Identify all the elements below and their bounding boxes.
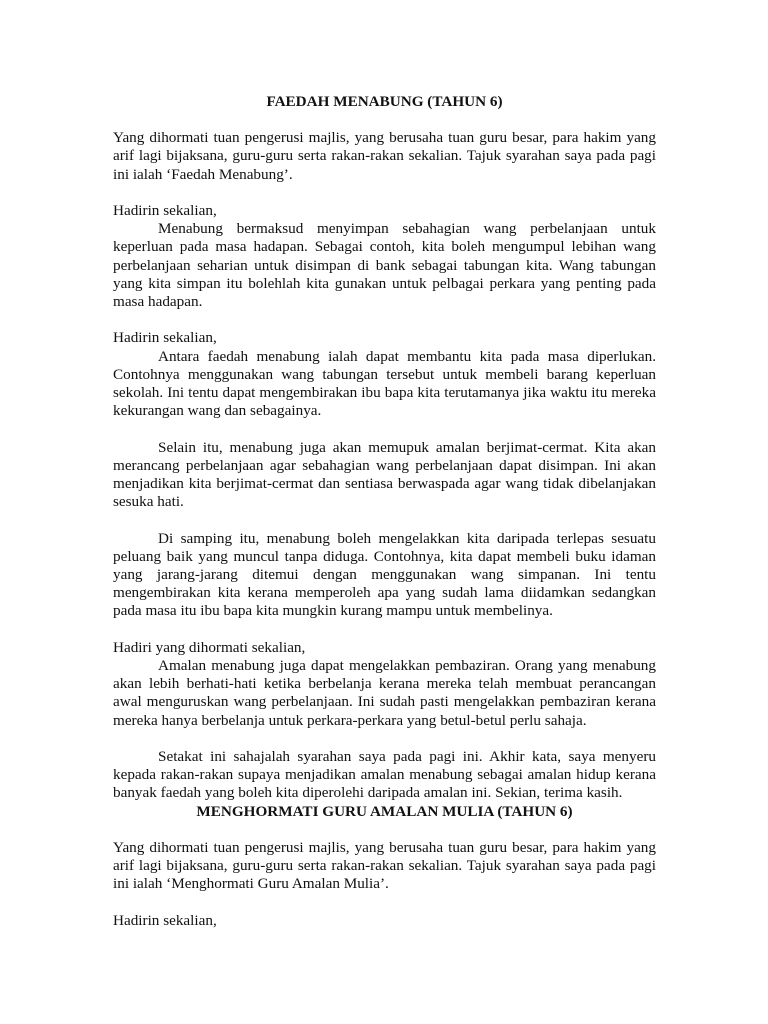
speech-1-opening: Yang dihormati tuan pengerusi majlis, yang berusaha tuan guru besar, para hakim yang arif lagi bijaksana, guru-guru serta rakan-rakan sekalian. Tajuk syarahan saya pada pagi ini ialah ‘Faedah Menabung’. [113,129,656,183]
speech-1-greeting-2: Hadirin sekalian, [113,329,217,347]
document-page [113,93,656,948]
speech-1-section-5 [113,639,656,730]
speech-1-section-3 [113,439,656,512]
speech-1-paragraph-5: Amalan menabung juga dapat mengelakkan pembaziran. Orang yang menabung akan lebih berhati-hati ketika berbelanja kerana mereka telah membuat perancangan awal menguruskan wang perbelanjaan. Ini sudah pasti mengelakkan pembaziran kerana mereka hanya berbelanja untuk perkara-perkara yang betul-betul perlu sahaja. [113,657,656,729]
speech-2-section-1 [113,912,656,930]
speech-1-section-1 [113,202,656,311]
speech-1-paragraph-1: Menabung bermaksud menyimpan sebahagian wang perbelanjaan untuk keperluan pada masa hadapan. Sebagai contoh, kita boleh mengumpul lebihan wang perbelanjaan seharian untuk disimpan di bank sebagai tabungan kita. Wang tabungan yang kita simpan itu bolehlah kita gunakan untuk pelbagai perkara yang penting pada masa hadapan. [113,220,656,311]
speech-1-title: FAEDAH MENABUNG (TAHUN 6) [266,93,503,110]
speech-1-section-6 [113,748,656,803]
speech-1-closing: Setakat ini sahajalah syarahan saya pada pagi ini. Akhir kata, saya menyeru kepada rakan-rakan supaya menjadikan amalan menabung sebagai amalan hidup kerana banyak faedah yang boleh kita diperolehi daripada amalan ini. Sekian, terima kasih. [113,748,656,802]
speech-1-paragraph-4: Di samping itu, menabung boleh mengelakkan kita daripada terlepas sesuatu peluang baik yang muncul tanpa diduga. Contohnya, kita dapat membeli buku idaman yang jarang-jarang ditemui dengan menggunakan wang simpanan. Ini tentu mengembirakan kita kerana memperoleh apa yang sudah lama diidamkan sedangkan pada masa itu ibu bapa kita mungkin kurang mampu untuk membelinya. [113,529,656,620]
speech-1-paragraph-3: Selain itu, menabung juga akan memupuk amalan berjimat-cermat. Kita akan merancang perbelanjaan agar sebahagian wang perbelanjaan dapat disimpan. Ini akan menjadikan kita berjimat-cermat dan sentiasa berwaspada agar wang tidak dibelanjakan sesuka hati. [113,438,656,511]
speech-1-greeting-3: Hadiri yang dihormati sekalian, [113,638,306,656]
speech-1-section-2 [113,329,656,420]
speech-2-greeting-1: Hadirin sekalian, [113,911,217,929]
speech-1-paragraph-2: Antara faedah menabung ialah dapat membantu kita pada masa diperlukan. Contohnya menggunakan wang tabungan tersebut untuk membeli barang keperluan sekolah. Ini tentu dapat mengembirakan ibu bapa kita terutamanya jika waktu itu mereka kekurangan wang dan sebagainya. [113,347,656,420]
speech-1-section-4 [113,530,656,621]
speech-1-greeting-1: Hadirin sekalian, [113,202,217,219]
speech-2-title: MENGHORMATI GURU AMALAN MULIA (TAHUN 6) [196,802,573,820]
speech-2-opening: Yang dihormati tuan pengerusi majlis, yang berusaha tuan guru besar, para hakim yang arif lagi bijaksana, guru-guru serta rakan-rakan sekalian. Tajuk syarahan saya pada pagi ini ialah ‘Menghormati Guru Amalan Mulia’. [113,838,656,893]
